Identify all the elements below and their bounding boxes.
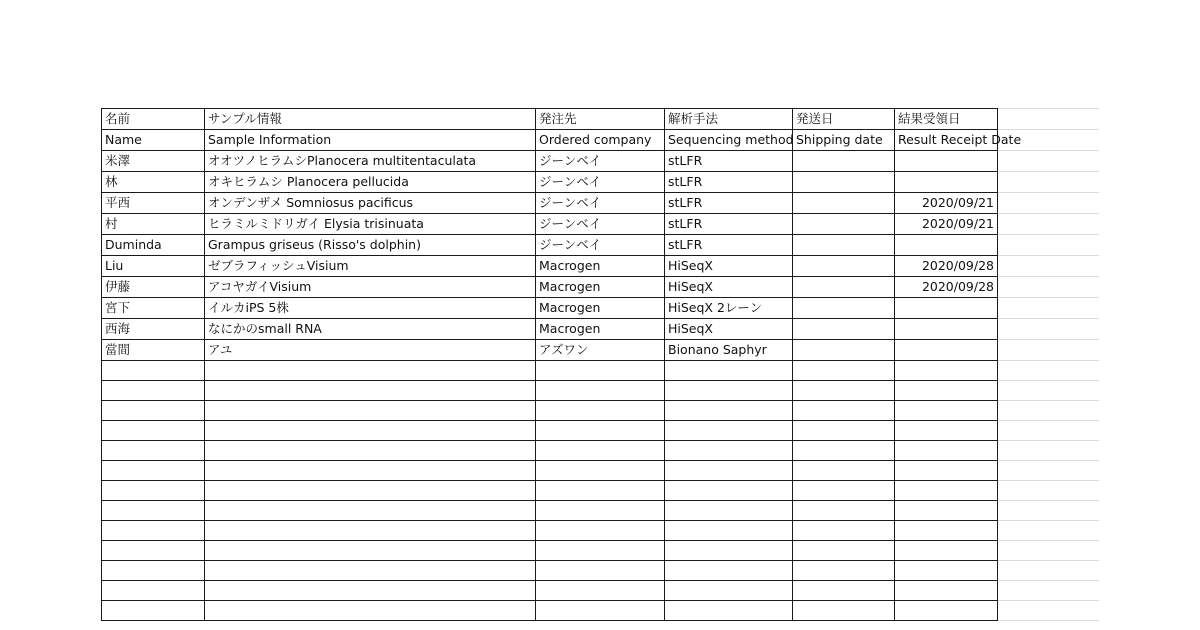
empty-cell[interactable]	[536, 421, 665, 441]
cell-receipt-date[interactable]	[895, 172, 998, 193]
extra-cell[interactable]	[998, 193, 1100, 214]
empty-cell[interactable]	[665, 481, 793, 501]
cell-company[interactable]: ジーンベイ	[536, 172, 665, 193]
extra-cell[interactable]	[998, 461, 1100, 481]
empty-cell[interactable]	[536, 461, 665, 481]
empty-cell[interactable]	[205, 401, 536, 421]
empty-cell[interactable]	[536, 501, 665, 521]
empty-cell[interactable]	[793, 561, 895, 581]
empty-cell[interactable]	[793, 541, 895, 561]
header-cell-name-en[interactable]: Name	[102, 130, 205, 151]
empty-cell[interactable]	[102, 501, 205, 521]
cell-method[interactable]: stLFR	[665, 214, 793, 235]
empty-cell[interactable]	[895, 501, 998, 521]
cell-method[interactable]: stLFR	[665, 151, 793, 172]
cell-method[interactable]: HiSeqX	[665, 277, 793, 298]
empty-cell[interactable]	[665, 501, 793, 521]
header-row-en	[102, 130, 1100, 151]
header-cell-sample-ja[interactable]: サンプル情報	[205, 109, 536, 130]
empty-cell[interactable]	[665, 361, 793, 381]
empty-cell[interactable]	[536, 521, 665, 541]
header-cell-name-ja[interactable]: 名前	[102, 109, 205, 130]
empty-row	[102, 361, 1100, 381]
empty-cell[interactable]	[793, 361, 895, 381]
empty-cell[interactable]	[205, 481, 536, 501]
spreadsheet	[101, 108, 1099, 630]
table-row	[102, 277, 1100, 298]
empty-cell[interactable]	[665, 441, 793, 461]
cell-method[interactable]: stLFR	[665, 193, 793, 214]
table-row	[102, 298, 1100, 319]
header-cell-shipping-ja[interactable]: 発送日	[793, 109, 895, 130]
empty-cell[interactable]	[205, 441, 536, 461]
empty-cell[interactable]	[793, 501, 895, 521]
extra-cell[interactable]	[998, 172, 1100, 193]
cell-receipt-date[interactable]	[895, 319, 998, 340]
empty-row	[102, 521, 1100, 541]
empty-cell[interactable]	[102, 361, 205, 381]
empty-cell[interactable]	[205, 561, 536, 581]
cell-shipping-date[interactable]	[793, 193, 895, 214]
empty-cell[interactable]	[102, 541, 205, 561]
empty-cell[interactable]	[665, 381, 793, 401]
cell-shipping-date[interactable]	[793, 151, 895, 172]
extra-cell[interactable]	[998, 521, 1100, 541]
table-row	[102, 151, 1100, 172]
cell-receipt-date[interactable]	[895, 151, 998, 172]
empty-row	[102, 481, 1100, 501]
cell-sample[interactable]: ヒラミルミドリガイ Elysia trisinuata	[205, 214, 536, 235]
empty-cell[interactable]	[793, 521, 895, 541]
header-cell-company-ja[interactable]: 発注先	[536, 109, 665, 130]
empty-cell[interactable]	[793, 421, 895, 441]
empty-cell[interactable]	[895, 561, 998, 581]
cell-sample[interactable]: なにかのsmall RNA	[205, 319, 536, 340]
empty-cell[interactable]	[536, 601, 665, 621]
empty-cell[interactable]	[536, 401, 665, 421]
cell-sample[interactable]: イルカiPS 5株	[205, 298, 536, 319]
empty-cell[interactable]	[205, 541, 536, 561]
cell-company[interactable]: ジーンベイ	[536, 235, 665, 256]
empty-cell[interactable]	[895, 401, 998, 421]
table-row	[102, 235, 1100, 256]
empty-cell[interactable]	[205, 421, 536, 441]
cell-receipt-date[interactable]	[895, 340, 998, 361]
empty-cell[interactable]	[102, 461, 205, 481]
table-row	[102, 319, 1100, 340]
empty-cell[interactable]	[205, 581, 536, 601]
header-cell-company-en[interactable]: Ordered company	[536, 130, 665, 151]
cell-sample[interactable]: アコヤガイVisium	[205, 277, 536, 298]
empty-cell[interactable]	[536, 481, 665, 501]
extra-cell[interactable]	[998, 109, 1100, 130]
empty-cell[interactable]	[205, 501, 536, 521]
cell-name[interactable]: 平西	[102, 193, 205, 214]
extra-cell[interactable]	[998, 581, 1100, 601]
cell-name[interactable]: 村	[102, 214, 205, 235]
empty-cell[interactable]	[793, 601, 895, 621]
cell-name[interactable]: Duminda	[102, 235, 205, 256]
empty-row	[102, 401, 1100, 421]
cell-company[interactable]: Macrogen	[536, 277, 665, 298]
cell-company[interactable]: Macrogen	[536, 298, 665, 319]
header-cell-method-ja[interactable]: 解析手法	[665, 109, 793, 130]
cell-name[interactable]: 西海	[102, 319, 205, 340]
extra-cell[interactable]	[998, 214, 1100, 235]
table-row	[102, 214, 1100, 235]
empty-cell[interactable]	[536, 381, 665, 401]
header-cell-shipping-en[interactable]: Shipping date	[793, 130, 895, 151]
table-row	[102, 172, 1100, 193]
empty-cell[interactable]	[895, 461, 998, 481]
empty-cell[interactable]	[895, 381, 998, 401]
table-row	[102, 193, 1100, 214]
cell-company[interactable]: Macrogen	[536, 256, 665, 277]
empty-cell[interactable]	[665, 401, 793, 421]
cell-receipt-date[interactable]	[895, 298, 998, 319]
header-cell-method-en[interactable]: Sequencing method	[665, 130, 793, 151]
cell-method[interactable]: stLFR	[665, 172, 793, 193]
cell-company[interactable]: ジーンベイ	[536, 151, 665, 172]
empty-row	[102, 561, 1100, 581]
empty-row	[102, 441, 1100, 461]
cell-shipping-date[interactable]	[793, 256, 895, 277]
cell-shipping-date[interactable]	[793, 298, 895, 319]
empty-cell[interactable]	[895, 581, 998, 601]
empty-cell[interactable]	[895, 481, 998, 501]
cell-company[interactable]: ジーンベイ	[536, 193, 665, 214]
cell-sample[interactable]: アユ	[205, 340, 536, 361]
empty-cell[interactable]	[665, 581, 793, 601]
extra-cell[interactable]	[998, 256, 1100, 277]
empty-cell[interactable]	[895, 521, 998, 541]
header-row-ja	[102, 109, 1100, 130]
empty-cell[interactable]	[205, 381, 536, 401]
cell-shipping-date[interactable]	[793, 235, 895, 256]
cell-receipt-date[interactable]: 2020/09/28	[895, 256, 998, 277]
cell-sample[interactable]: ゼブラフィッシュVisium	[205, 256, 536, 277]
extra-cell[interactable]	[998, 481, 1100, 501]
cell-shipping-date[interactable]	[793, 340, 895, 361]
cell-name[interactable]: 伊藤	[102, 277, 205, 298]
empty-cell[interactable]	[102, 441, 205, 461]
empty-cell[interactable]	[665, 521, 793, 541]
empty-row	[102, 601, 1100, 621]
cell-name[interactable]: 宮下	[102, 298, 205, 319]
empty-cell[interactable]	[895, 441, 998, 461]
empty-cell[interactable]	[205, 601, 536, 621]
empty-cell[interactable]	[665, 461, 793, 481]
empty-cell[interactable]	[102, 481, 205, 501]
empty-cell[interactable]	[102, 581, 205, 601]
header-cell-receipt-ja[interactable]: 結果受領日	[895, 109, 998, 130]
empty-cell[interactable]	[793, 401, 895, 421]
cell-receipt-date[interactable]: 2020/09/21	[895, 193, 998, 214]
cell-receipt-date[interactable]: 2020/09/28	[895, 277, 998, 298]
empty-cell[interactable]	[665, 601, 793, 621]
extra-cell[interactable]	[998, 441, 1100, 461]
empty-cell[interactable]	[793, 441, 895, 461]
empty-cell[interactable]	[793, 581, 895, 601]
cell-company[interactable]: ジーンベイ	[536, 214, 665, 235]
extra-cell[interactable]	[998, 151, 1100, 172]
extra-cell[interactable]	[998, 501, 1100, 521]
empty-cell[interactable]	[205, 361, 536, 381]
cell-name[interactable]: 林	[102, 172, 205, 193]
empty-cell[interactable]	[102, 381, 205, 401]
extra-cell[interactable]	[998, 401, 1100, 421]
empty-cell[interactable]	[665, 421, 793, 441]
extra-cell[interactable]	[998, 381, 1100, 401]
extra-cell[interactable]	[998, 277, 1100, 298]
empty-cell[interactable]	[205, 461, 536, 481]
empty-cell[interactable]	[102, 401, 205, 421]
empty-row	[102, 381, 1100, 401]
empty-cell[interactable]	[895, 421, 998, 441]
cell-shipping-date[interactable]	[793, 277, 895, 298]
empty-cell[interactable]	[536, 441, 665, 461]
empty-cell[interactable]	[665, 541, 793, 561]
extra-cell[interactable]	[998, 601, 1100, 621]
cell-sample[interactable]: オンデンザメ Somniosus pacificus	[205, 193, 536, 214]
cell-sample[interactable]: オキヒラムシ Planocera pellucida	[205, 172, 536, 193]
empty-cell[interactable]	[102, 561, 205, 581]
empty-cell[interactable]	[536, 581, 665, 601]
empty-row	[102, 421, 1100, 441]
empty-cell[interactable]	[536, 361, 665, 381]
cell-company[interactable]: アズワン	[536, 340, 665, 361]
cell-company[interactable]: Macrogen	[536, 319, 665, 340]
cell-receipt-date[interactable]: 2020/09/21	[895, 214, 998, 235]
cell-name[interactable]: 當間	[102, 340, 205, 361]
header-cell-sample-en[interactable]: Sample Information	[205, 130, 536, 151]
cell-method[interactable]: HiSeqX	[665, 319, 793, 340]
empty-cell[interactable]	[793, 481, 895, 501]
empty-cell[interactable]	[102, 521, 205, 541]
table-row	[102, 256, 1100, 277]
empty-cell[interactable]	[102, 601, 205, 621]
cell-sample[interactable]: オオツノヒラムシPlanocera multitentaculata	[205, 151, 536, 172]
cell-name[interactable]: Liu	[102, 256, 205, 277]
table-row	[102, 340, 1100, 361]
cell-name[interactable]: 米澤	[102, 151, 205, 172]
extra-cell[interactable]	[998, 561, 1100, 581]
empty-cell[interactable]	[895, 601, 998, 621]
empty-cell[interactable]	[536, 541, 665, 561]
empty-cell[interactable]	[205, 521, 536, 541]
extra-cell[interactable]	[998, 319, 1100, 340]
empty-row	[102, 501, 1100, 521]
cell-method[interactable]: stLFR	[665, 235, 793, 256]
extra-cell[interactable]	[998, 421, 1100, 441]
empty-cell[interactable]	[895, 541, 998, 561]
order-table	[101, 108, 1099, 621]
cell-shipping-date[interactable]	[793, 214, 895, 235]
empty-cell[interactable]	[895, 361, 998, 381]
cell-sample[interactable]: Grampus griseus (Risso's dolphin)	[205, 235, 536, 256]
extra-cell[interactable]	[998, 235, 1100, 256]
header-cell-receipt-en[interactable]: Result Receipt Date	[895, 130, 998, 151]
empty-cell[interactable]	[793, 381, 895, 401]
extra-cell[interactable]	[998, 541, 1100, 561]
empty-cell[interactable]	[102, 421, 205, 441]
cell-method[interactable]: HiSeqX 2レーン	[665, 298, 793, 319]
extra-cell[interactable]	[998, 340, 1100, 361]
cell-shipping-date[interactable]	[793, 172, 895, 193]
cell-method[interactable]: Bionano Saphyr	[665, 340, 793, 361]
extra-cell[interactable]	[998, 361, 1100, 381]
empty-cell[interactable]	[665, 561, 793, 581]
empty-row	[102, 461, 1100, 481]
cell-shipping-date[interactable]	[793, 319, 895, 340]
empty-cell[interactable]	[536, 561, 665, 581]
empty-cell[interactable]	[793, 461, 895, 481]
cell-receipt-date[interactable]	[895, 235, 998, 256]
empty-row	[102, 581, 1100, 601]
empty-row	[102, 541, 1100, 561]
extra-cell[interactable]	[998, 298, 1100, 319]
cell-method[interactable]: HiSeqX	[665, 256, 793, 277]
